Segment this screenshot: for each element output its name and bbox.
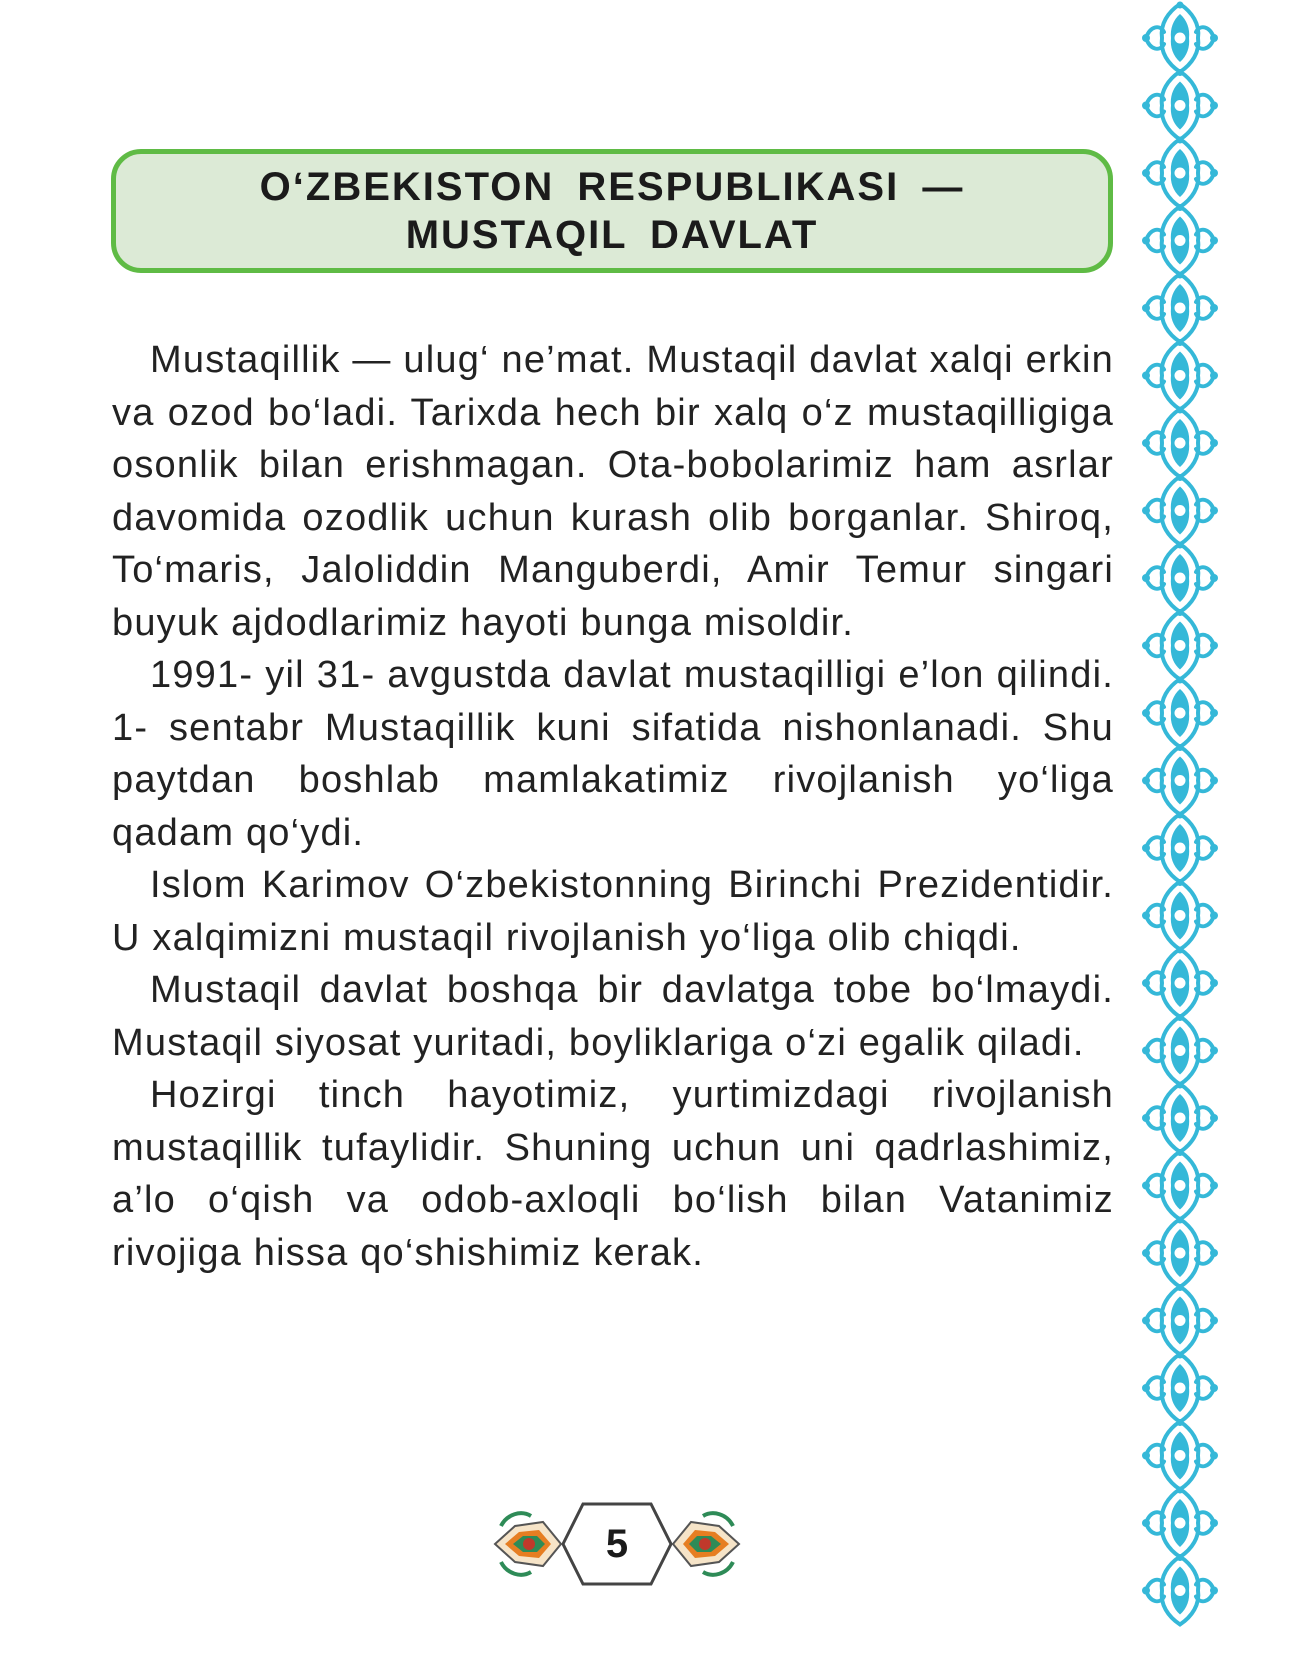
ornament-motif	[1142, 204, 1218, 275]
ornament-motif	[1142, 677, 1218, 748]
ornament-motif	[1142, 1487, 1218, 1558]
paragraph-5: Hozirgi tinch hayotimiz, yurtimizdagi rivojlanish mustaqillik tufaylidir. Shuning uchun uni qadrlashimiz, a’lo o‘qish va odob-axloqli bo‘lish bilan Vatanimiz rivojiga hissa qo‘shishimiz kerak.	[112, 1074, 1114, 1274]
paragraph-2: 1991- yil 31- avgustda davlat mustaqilligi e’lon qilindi. 1- sentabr Mustaqillik kuni sifatida nishonlanadi. Shu paytdan boshlab mamlakatimiz rivojlanish yo‘liga qadam qo‘ydi.	[112, 654, 1114, 854]
page-number: 5	[605, 1521, 629, 1566]
paragraph-4: Mustaqil davlat boshqa bir davlatga tobe bo‘lmaydi. Mustaqil siyosat yuritadi, boyliklariga o‘zi egalik qiladi.	[112, 969, 1114, 1064]
ornament-motif	[1142, 1284, 1218, 1355]
ornament-motif	[1142, 812, 1218, 883]
ornament-motif	[1142, 1014, 1218, 1085]
ornament-motif	[1142, 1554, 1218, 1625]
ornament-motif	[1142, 474, 1218, 545]
ornament-motif	[1142, 947, 1218, 1018]
ornament-motif	[1142, 542, 1218, 613]
ornament-motif	[1142, 744, 1218, 815]
ornament-motif	[1142, 69, 1218, 140]
ornament-motif	[1142, 272, 1218, 343]
ornament-motif	[1142, 1352, 1218, 1423]
ornament-motif	[1142, 609, 1218, 680]
ornament-motif	[1142, 2, 1218, 73]
title-line-1: O‘ZBEKISTON RESPUBLIKASI —	[259, 165, 965, 209]
title-line-2: MUSTAQIL DAVLAT	[405, 213, 819, 257]
ornament-motif	[1142, 1419, 1218, 1490]
ornament-motif	[1142, 1217, 1218, 1288]
ornament-motif	[1142, 339, 1218, 410]
ornament-motif	[1142, 879, 1218, 950]
article-body	[112, 334, 1114, 1279]
ornament-motif	[1142, 1082, 1218, 1153]
paragraph-3: Islom Karimov O‘zbekistonning Birinchi Prezidentidir. U xalqimizni mustaqil rivojlanish yo‘liga olib chiqdi.	[112, 864, 1114, 959]
ornament-motif	[1142, 407, 1218, 478]
title-banner	[111, 149, 1113, 273]
ornament-motif	[1142, 1149, 1218, 1220]
ornament-motif	[1142, 137, 1218, 208]
paragraph-1: Mustaqillik — ulug‘ ne’mat. Mustaqil davlat xalqi erkin va ozod bo‘ladi. Tarixda hech bir xalq o‘z mustaqilligiga osonlik bilan erishmagan. Ota-bobolarimiz ham asrlar davomida ozodlik uchun kurash olib borganlar. Shiroq, To‘maris, Jaloliddin Manguberdi, Amir Temur singari buyuk ajdodlarimiz hayoti bunga misoldir.	[112, 339, 1114, 644]
ornamental-border-icon	[1140, 0, 1220, 1672]
